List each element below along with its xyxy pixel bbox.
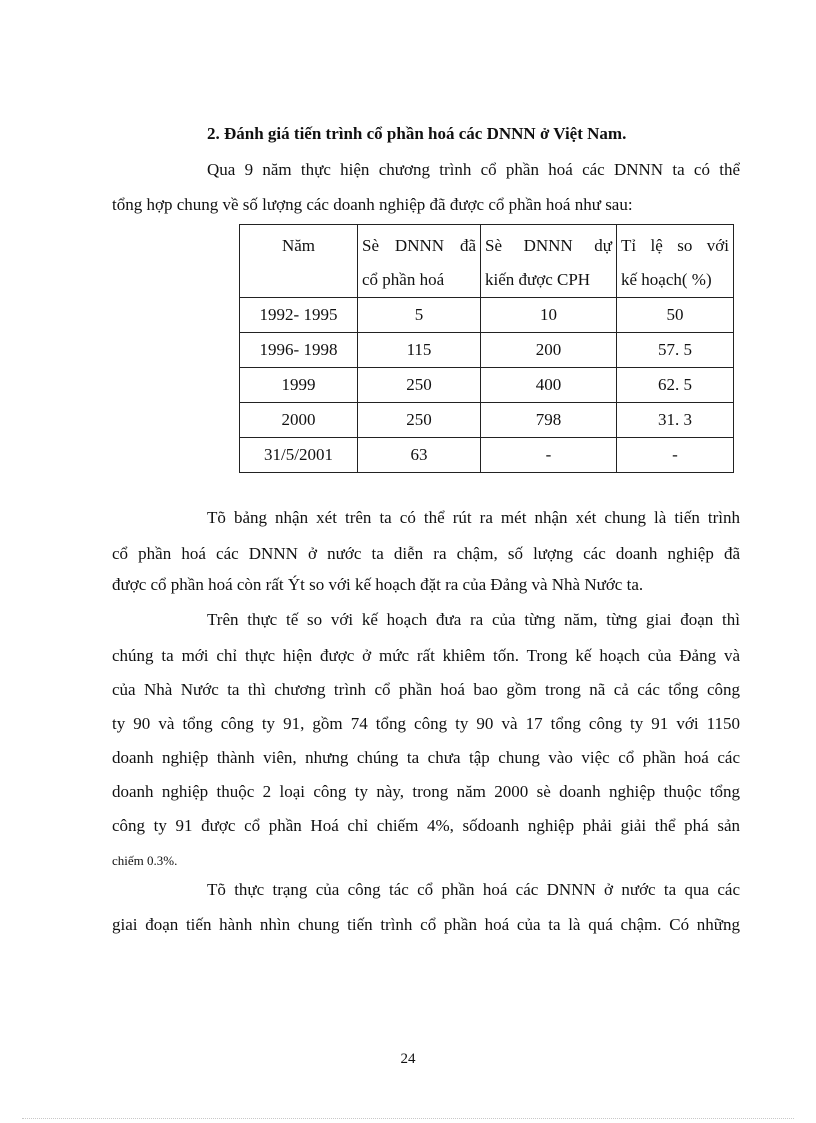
paragraph-2-line: chiếm 0.3%. <box>112 853 178 868</box>
paragraph-1-line: được cổ phần hoá còn rất Ýt so với kế hoạch đặt ra của Đảng và Nhà Nước ta. <box>112 575 644 594</box>
table-cell-equitized: 115 <box>358 333 481 368</box>
header-cell-equitized: Sè DNNN đã cổ phần hoá <box>358 225 481 298</box>
cph-statistics-table <box>239 224 734 473</box>
paragraph-2-line: doanh nghiệp thuộc 2 loại công ty này, trong năm 2000 sè doanh nghiệp thuộc tổng <box>112 782 740 801</box>
table-cell-ratio: 62. 5 <box>617 368 734 403</box>
page-number: 24 <box>400 1051 416 1067</box>
table-cell-equitized: 63 <box>358 438 481 473</box>
intro-line-2: tổng hợp chung về số lượng các doanh nghiệp đã được cổ phần hoá như sau: <box>112 195 633 214</box>
table-cell-equitized: 250 <box>358 403 481 438</box>
table-header-row <box>240 225 734 298</box>
table-cell-ratio: 31. 3 <box>617 403 734 438</box>
paragraph-2-line: công ty 91 được cổ phần Hoá chỉ chiếm 4%, sốdoanh nghiệp phải giải thể phá sản <box>112 816 740 835</box>
table-cell-year: 31/5/2001 <box>240 438 358 473</box>
table-cell-planned: 200 <box>481 333 617 368</box>
table-cell-year: 1999 <box>240 368 358 403</box>
table-cell-planned: 400 <box>481 368 617 403</box>
table-cell-year: 1996- 1998 <box>240 333 358 368</box>
paragraph-2-line: doanh nghiệp thành viên, nhưng chúng ta chưa tập chung vào việc cổ phần hoá các <box>112 748 740 767</box>
header-cell-year: Năm <box>240 225 358 298</box>
header-cell-ratio: Tỉ lệ so với kế hoạch( %) <box>617 225 734 298</box>
paragraph-2-line: Trên thực tế so với kế hoạch đưa ra của từng năm, từng giai đoạn thì <box>207 610 740 629</box>
table-cell-ratio: 50 <box>617 298 734 333</box>
paragraph-2-line: chúng ta mới chỉ thực hiện được ở mức rất khiêm tốn. Trong kế hoạch của Đảng và <box>112 646 740 665</box>
table-cell-planned: 798 <box>481 403 617 438</box>
table-cell-year: 2000 <box>240 403 358 438</box>
paragraph-1-line: Tõ bảng nhận xét trên ta có thể rút ra mét nhận xét chung là tiến trình <box>207 508 740 527</box>
intro-line-1: Qua 9 năm thực hiện chương trình cổ phần hoá các DNNN ta có thể <box>207 160 740 179</box>
table-cell-equitized: 250 <box>358 368 481 403</box>
table-cell-equitized: 5 <box>358 298 481 333</box>
paragraph-3-line: giai đoạn tiến hành nhìn chung tiến trình cổ phần hoá của ta là quá chậm. Có những <box>112 915 740 934</box>
table-cell-planned: 10 <box>481 298 617 333</box>
paragraph-2-line: của Nhà Nước ta thì chương trình cổ phần hoá bao gồm trong nã cả các tổng công <box>112 680 740 699</box>
table-row <box>240 368 734 403</box>
table-row <box>240 438 734 473</box>
table-row <box>240 298 734 333</box>
table-cell-year: 1992- 1995 <box>240 298 358 333</box>
table-row <box>240 333 734 368</box>
table-cell-planned: - <box>481 438 617 473</box>
table-row <box>240 403 734 438</box>
header-cell-planned: Sè DNNN dự kiến được CPH <box>481 225 617 298</box>
paragraph-2-line: ty 90 và tổng công ty 91, gồm 74 tổng công ty 90 và 17 tổng công ty 91 với 1150 <box>112 714 740 733</box>
paragraph-3-line: Tõ thực trạng của công tác cổ phần hoá các DNNN ở nước ta qua các <box>207 880 740 899</box>
table-cell-ratio: 57. 5 <box>617 333 734 368</box>
table-cell-ratio: - <box>617 438 734 473</box>
page-bottom-divider <box>22 1118 794 1119</box>
section-heading: 2. Đánh giá tiến trình cổ phần hoá các DNNN ở Việt Nam. <box>207 124 627 143</box>
paragraph-1-line: cổ phần hoá các DNNN ở nước ta diễn ra chậm, số lượng các doanh nghiệp đã <box>112 544 740 563</box>
